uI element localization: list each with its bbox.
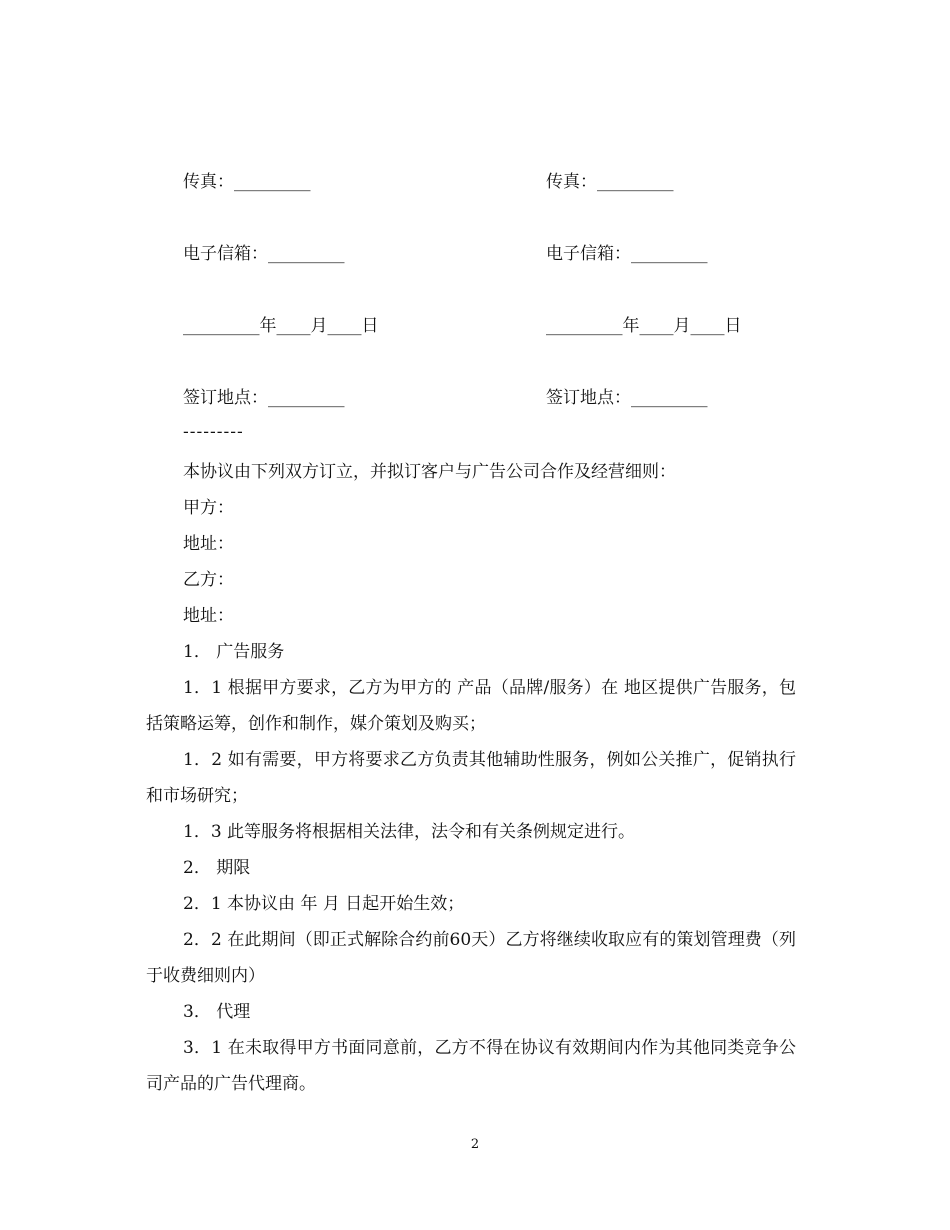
- agreement-body: [146, 454, 796, 1102]
- clause-2-1: 2．1 本协议由 年 月 日起开始生效；: [183, 894, 465, 914]
- left-date-field: _________年____月____日: [183, 316, 379, 336]
- right-email-field: 电子信箱：_________: [546, 244, 708, 264]
- section-heading-advertising-services: 1． 广告服务: [183, 642, 285, 662]
- section-separator: ---------: [183, 422, 244, 442]
- section-heading-agency: 3． 代理: [183, 1002, 251, 1022]
- page-number: 2: [470, 1137, 480, 1152]
- clause-1-1: 1．1 根据甲方要求，乙方为甲方的 产品（品牌/服务）在 地区提供广告服务，包括策略运筹，创作和制作，媒介策划及购买；: [146, 678, 796, 734]
- party-a-label: 甲方：: [183, 498, 234, 518]
- party-b-label: 乙方：: [183, 570, 234, 590]
- clause-3-1: 3．1 在未取得甲方书面同意前，乙方不得在协议有效期间内作为其他同类竞争公司产品的广告代理商。: [146, 1038, 796, 1094]
- left-fax-field: 传真：_________: [183, 172, 311, 192]
- right-fax-field: 传真：_________: [546, 172, 674, 192]
- right-date-field: _________年____月____日: [546, 316, 742, 336]
- party-b-address-label: 地址：: [183, 606, 234, 626]
- intro-paragraph: 本协议由下列双方订立，并拟订客户与广告公司合作及经营细则：: [183, 462, 676, 482]
- left-email-field: 电子信箱：_________: [183, 244, 345, 264]
- clause-1-3: 1．3 此等服务将根据相关法律，法令和有关条例规定进行。: [183, 822, 636, 842]
- left-signing-place-field: 签订地点：_________: [183, 388, 345, 408]
- clause-2-2: 2．2 在此期间（即正式解除合约前60天）乙方将继续收取应有的策划管理费（列于收费细则内）: [146, 930, 796, 986]
- section-heading-term: 2． 期限: [183, 858, 251, 878]
- party-a-address-label: 地址：: [183, 534, 234, 554]
- right-signing-place-field: 签订地点：_________: [546, 388, 708, 408]
- clause-1-2: 1．2 如有需要，甲方将要求乙方负责其他辅助性服务，例如公关推广，促销执行和市场研究；: [146, 750, 796, 806]
